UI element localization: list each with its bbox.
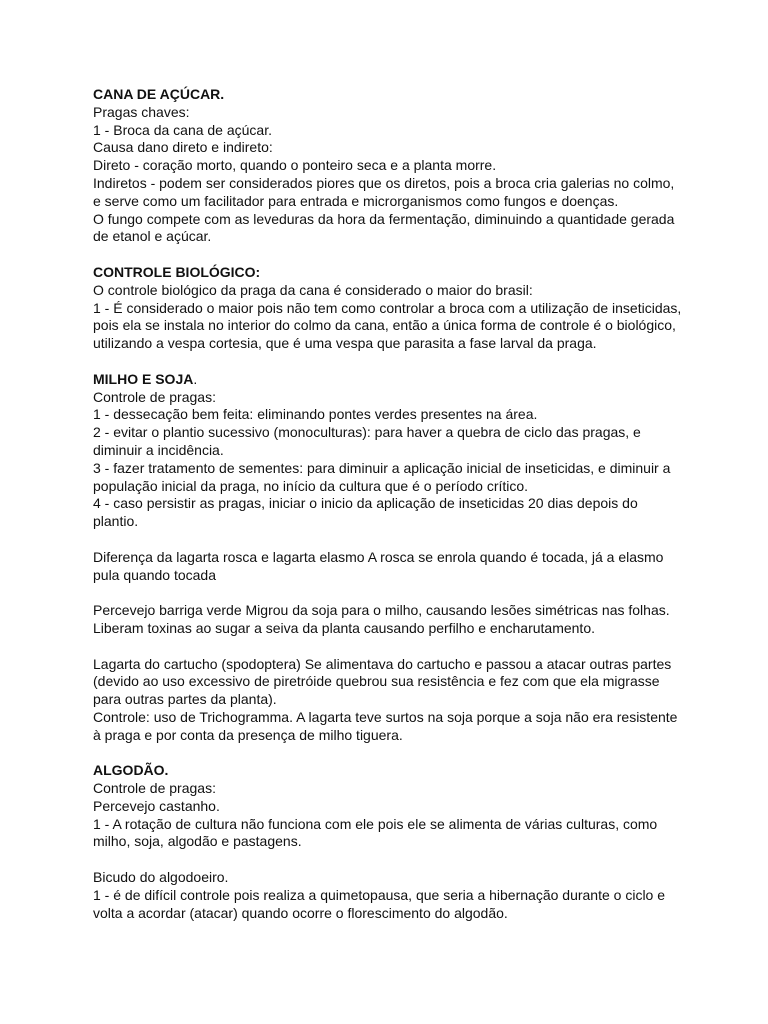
text-line: 2 - evitar o plantio sucessivo (monoculturas): para haver a quebra de ciclo das pragas, e diminuir a incidência. <box>93 424 641 458</box>
paragraph-spacer <box>93 246 683 264</box>
text-line: Controle de pragas: <box>93 388 216 405</box>
text-line: 3 - fazer tratamento de sementes: para diminuir a aplicação inicial de inseticidas, e diminuir a população inicial da praga, no início da cultura que é o período crítico. <box>93 459 671 494</box>
text-line: Indiretos - podem ser considerados piores que os diretos, pois a broca cria galerias no colmo, e serve como um facilitador para entrada e microrganismos como fungos e doenças. <box>93 174 675 209</box>
text-line: 4 - caso persistir as pragas, iniciar o inicio da aplicação de inseticidas 20 dias depois do plantio. <box>93 495 638 530</box>
text-line: 1 - dessecação bem feita: eliminando pontes verdes presentes na área. <box>93 406 538 423</box>
heading-algodao: ALGODÃO. <box>93 762 169 779</box>
paragraph-percevejo-verde: Percevejo barriga verde Migrou da soja para o milho, causando lesões simétricas nas folhas. Liberam toxinas ao sugar a seiva da planta causando perfilho e encharutamento. <box>93 602 670 636</box>
document-page <box>93 86 683 922</box>
text-line: Pragas chaves: <box>93 103 190 120</box>
heading-milho-soja-period: . <box>193 370 198 387</box>
text-line: O controle biológico da praga da cana é considerado o maior do brasil: <box>93 281 533 298</box>
text-line: Controle de pragas: <box>93 780 216 797</box>
heading-cana: CANA DE AÇÚCAR. <box>93 86 225 102</box>
text-line: O fungo compete com as leveduras da hora da fermentação, diminuindo a quantidade gerada de etanol e açúcar. <box>93 210 675 245</box>
heading-milho-soja <box>93 371 683 389</box>
text-line: 1 - A rotação de cultura não funciona com ele pois ele se alimenta de várias culturas, como milho, soja, algodão e pastagens. <box>93 815 658 850</box>
paragraph-spacer <box>93 851 683 869</box>
paragraph-lagarta-rosca: Diferença da lagarta rosca e lagarta elasmo A rosca se enrola quando é tocada, já a elasmo pula quando tocada <box>93 548 664 583</box>
paragraph-spacer <box>93 531 683 549</box>
paragraph-spacer <box>93 638 683 656</box>
heading-milho-soja-text: MILHO E SOJA <box>93 370 194 387</box>
text-line: Causa dano direto e indireto: <box>93 139 273 156</box>
text-line: 1 - É considerado o maior pois não tem como controlar a broca com a utilização de inseticidas, pois ela se instala no interior do colmo da cana, então a única forma de controle é o biológico, utilizando a vespa cortesia, que é uma vespa que parasita a fase larval da praga. <box>93 299 682 352</box>
paragraph-controle-trichogramma: Controle: uso de Trichogramma. A lagarta teve surtos na soja porque a soja não era resistente à praga e por conta da presença de milho tiguera. <box>93 708 678 743</box>
paragraph-spacer <box>93 744 683 762</box>
paragraph-spacer <box>93 584 683 602</box>
paragraph-lagarta-cartucho: Lagarta do cartucho (spodoptera) Se alimentava do cartucho e passou a atacar outras partes (devido ao uso excessivo de piretróide quebrou sua resistência e fez com que ela migrasse para outras partes da planta). <box>93 655 672 708</box>
text-line: Direto - coração morto, quando o ponteiro seca e a planta morre. <box>93 157 497 174</box>
text-line: Percevejo castanho. <box>93 797 220 814</box>
heading-controle-biologico: CONTROLE BIOLÓGICO: <box>93 263 261 280</box>
paragraph-spacer <box>93 353 683 371</box>
text-line: 1 - Broca da cana de açúcar. <box>93 121 272 138</box>
bicudo-title: Bicudo do algodoeiro. <box>93 869 229 886</box>
bicudo-text: 1 - é de difícil controle pois realiza a quimetopausa, que seria a hibernação durante o ciclo e volta a acordar (atacar) quando ocorre o florescimento do algodão. <box>93 886 666 921</box>
